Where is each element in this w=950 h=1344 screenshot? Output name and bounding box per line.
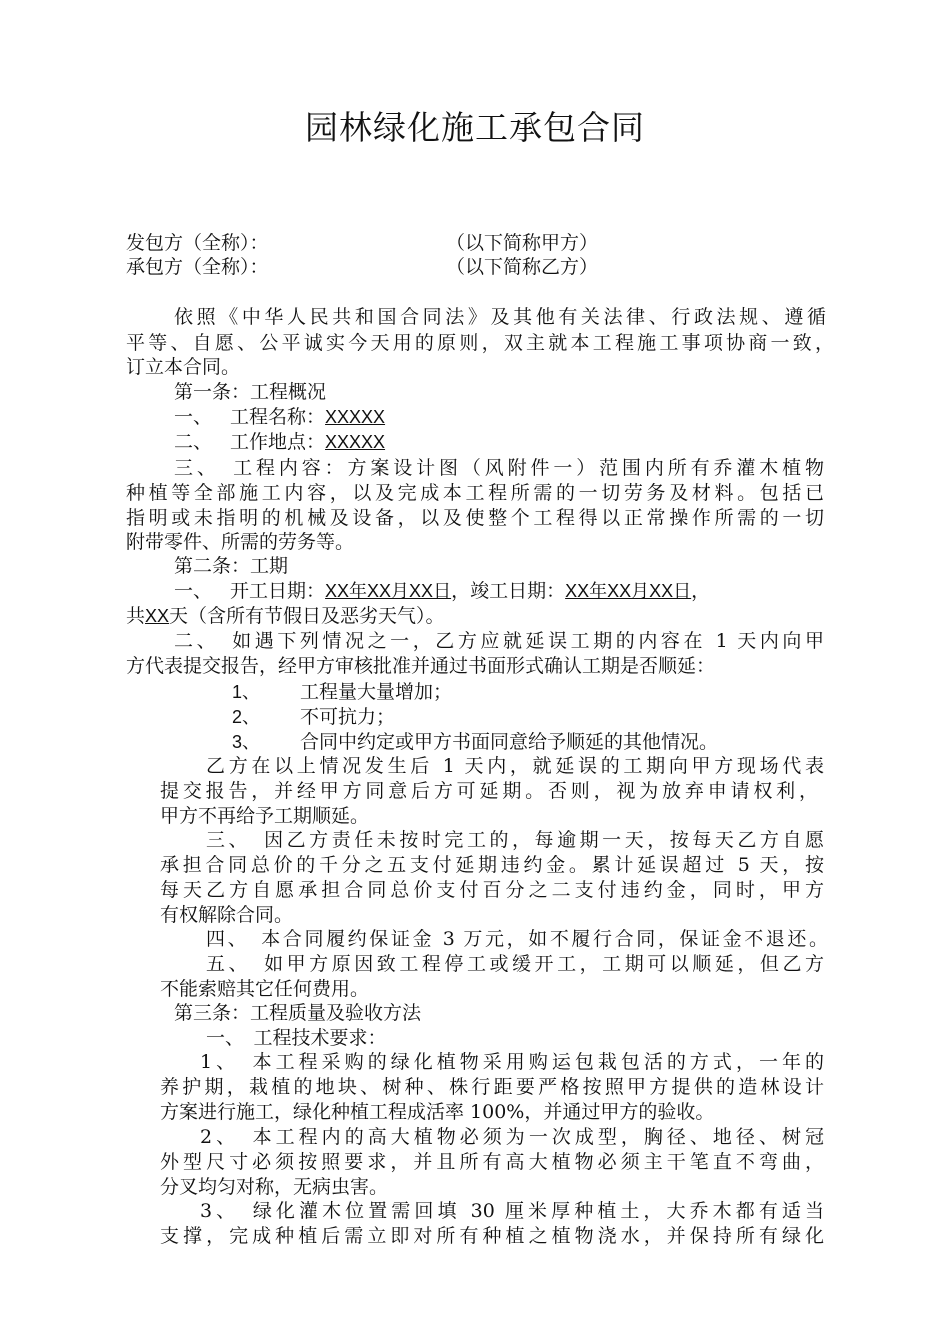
article2-item5-line: 五、 如甲方原因致工程停工或缓开工，工期可以顺延，但乙方 — [206, 953, 824, 975]
intro-line: 平等、自愿、公平诚实今天用的原则，双主就本工程施工事项协商一致， — [126, 332, 834, 354]
sub-item-text: 合同中约定或甲方书面同意给予顺延的其他情况。 — [300, 731, 719, 753]
item-number: 二、 — [174, 431, 213, 453]
article2-item3-line: 每天乙方自愿承担合同总价支付百分之二支付违约金，同时，甲方 — [160, 879, 824, 901]
sub-item-text: 工程量大量增加； — [300, 681, 453, 703]
sub-item — [232, 729, 718, 755]
article2-item3-line: 三、 因乙方责任未按时完工的，每逾期一天，按每天乙方自愿 — [206, 829, 824, 851]
article3-sub1-line: 方案进行施工，绿化种植工程成活率 100%，并通过甲方的验收。 — [160, 1101, 715, 1123]
party-b-label: 承包方（全称）： — [126, 256, 269, 278]
party-a-label: 发包方（全称）： — [126, 232, 269, 254]
days-value: XX — [145, 606, 170, 626]
days-prefix: 共 — [126, 605, 146, 627]
article3-sub3-line: 支撑，完成种植后需立即对所有种植之植物浇水，并保持所有绿化 — [160, 1225, 824, 1247]
article1-heading: 第一条：工程概况 — [174, 381, 327, 403]
article1-item3-line: 指明或未指明的机械及设备，以及使整个工程得以正常操作所需的一切 — [126, 507, 824, 529]
days-suffix: 天（含所有节假日及恶劣天气）。 — [169, 605, 445, 627]
article2-item2-line: 二、 如遇下列情况之一，乙方应就延误工期的内容在 1 天内向甲 — [174, 630, 824, 652]
intro-line: 订立本合同。 — [126, 356, 241, 378]
article2-item3-line: 有权解除合同。 — [160, 904, 294, 926]
article2-after-line: 甲方不再给予工期顺延。 — [160, 805, 370, 827]
article2-item2-line: 方代表提交报告，经甲方审核批准并通过书面形式确认工期是否顺延： — [126, 655, 716, 677]
article2-item5-line: 不能索赔其它任何费用。 — [160, 978, 370, 1000]
article2-item3-line: 承担合同总价的千分之五支付延期违约金。累计延误超过 5 天，按 — [160, 854, 824, 876]
article1-item3-line: 三、 工程内容：方案设计图（风附件一）范围内所有乔灌木植物 — [174, 457, 824, 479]
item-number: 一、 — [174, 406, 213, 428]
article2-after-line: 乙方在以上情况发生后 1 天内，就延误的工期向甲方现场代表 — [206, 755, 824, 777]
page-title: 园林绿化施工承包合同 — [305, 108, 645, 147]
end-date-label: ，竣工日期： — [451, 580, 566, 602]
article3-sub1-line: 1、 本工程采购的绿化植物采用购运包栽包活的方式，一年的 — [200, 1051, 824, 1073]
article2-item1 — [174, 578, 710, 604]
item-label: 工程名称： — [230, 406, 326, 428]
article3-sub2-line: 分叉均匀对称，无病虫害。 — [160, 1176, 389, 1198]
punctuation: ， — [691, 580, 711, 602]
sub-item — [232, 679, 452, 705]
article3-sub1-line: 养护期，栽植的地块、树种、株行距要严格按照甲方提供的造林设计 — [160, 1076, 824, 1098]
sub-item-number: 3、 — [232, 732, 261, 752]
article1-item2 — [174, 429, 385, 455]
article3-sub2-line: 外型尺寸必须按照要求，并且所有高大植物必须主干笔直不弯曲， — [160, 1151, 824, 1173]
sub-item — [232, 704, 395, 730]
sub-item-number: 1、 — [232, 682, 261, 702]
article3-heading: 第三条：工程质量及验收方法 — [174, 1002, 422, 1024]
party-b-note: （以下简称乙方） — [446, 256, 599, 278]
item-number: 一、 — [174, 580, 213, 602]
party-a-note: （以下简称甲方） — [446, 232, 599, 254]
article1-item1 — [174, 404, 385, 430]
intro-line: 依照《中华人民共和国合同法》及其他有关法律、行政法规、遵循 — [174, 306, 826, 328]
article3-item1: 一、 工程技术要求： — [206, 1027, 387, 1049]
article3-sub2-line: 2、 本工程内的高大植物必须为一次成型，胸径、地径、树冠 — [200, 1126, 824, 1148]
article3-sub3-line: 3、 绿化灌木位置需回填 30 厘米厚种植土，大乔木都有适当 — [200, 1200, 824, 1222]
end-date-value: XX年XX月XX日 — [565, 581, 692, 601]
sub-item-text: 不可抗力； — [300, 706, 396, 728]
article1-item3-line: 附带零件、所需的劳务等。 — [126, 531, 355, 553]
work-location-value: XXXXX — [325, 432, 386, 452]
start-date-label: 开工日期： — [230, 580, 326, 602]
article2-item4-line: 四、 本合同履约保证金 3 万元，如不履行合同，保证金不退还。 — [206, 928, 828, 950]
item-label: 工作地点： — [230, 431, 326, 453]
article2-item1-line2 — [126, 603, 445, 629]
sub-item-number: 2、 — [232, 707, 261, 727]
article1-item3-line: 种植等全部施工内容，以及完成本工程所需的一切劳务及材料。包括已 — [126, 482, 824, 504]
start-date-value: XX年XX月XX日 — [325, 581, 452, 601]
article2-heading: 第二条：工期 — [174, 555, 289, 577]
project-name-value: XXXXX — [325, 407, 386, 427]
article2-after-line: 提交报告，并经甲方同意后方可延期。否则，视为放弃申请权利， — [160, 780, 818, 802]
